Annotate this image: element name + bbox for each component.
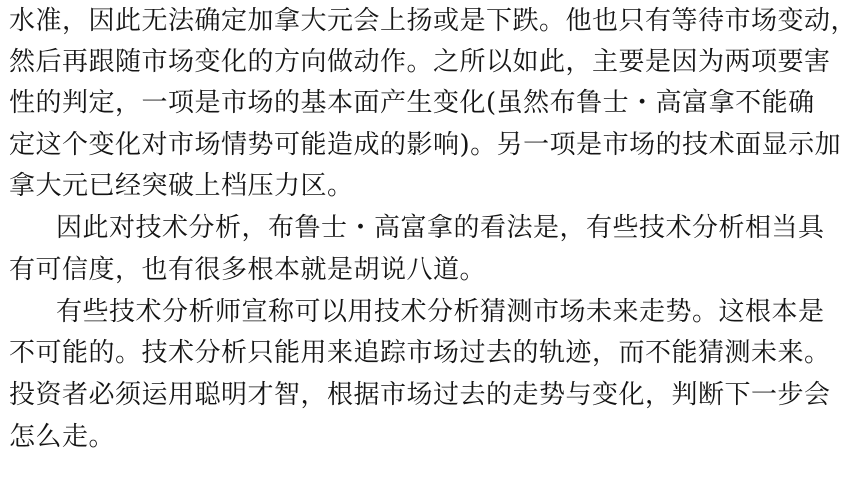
text-line: 定这个变化对市场情势可能造成的影响)。另一项是市场的技术面显示加	[9, 130, 842, 160]
text-line: 不可能的。技术分析只能用来追踪市场过去的轨迹，而不能猜测未来。	[9, 338, 831, 368]
text-line: 怎么走。	[9, 422, 116, 452]
text-line: 有可信度，也有很多根本就是胡说八道。	[9, 255, 487, 285]
text-line: 然后再跟随市场变化的方向做动作。之所以如此，主要是因为两项要害	[9, 47, 831, 77]
paragraph-first-line: 有些技术分析师宣称可以用技术分析猜测市场未来走势。这根本是	[56, 297, 825, 327]
text-line: 投资者必须运用聪明才智，根据市场过去的走势与变化，判断下一步会	[9, 380, 831, 410]
text-line: 水准，因此无法确定加拿大元会上扬或是下跌。他也只有等待市场变动，	[9, 6, 857, 36]
text-line: 拿大元已经突破上档压力区。	[9, 171, 354, 201]
text-line: 性的判定，一项是市场的基本面产生变化(虽然布鲁士・高富拿不能确	[9, 88, 815, 118]
paragraph-first-line: 因此对技术分析，布鲁士・高富拿的看法是，有些技术分析相当具	[56, 213, 825, 243]
